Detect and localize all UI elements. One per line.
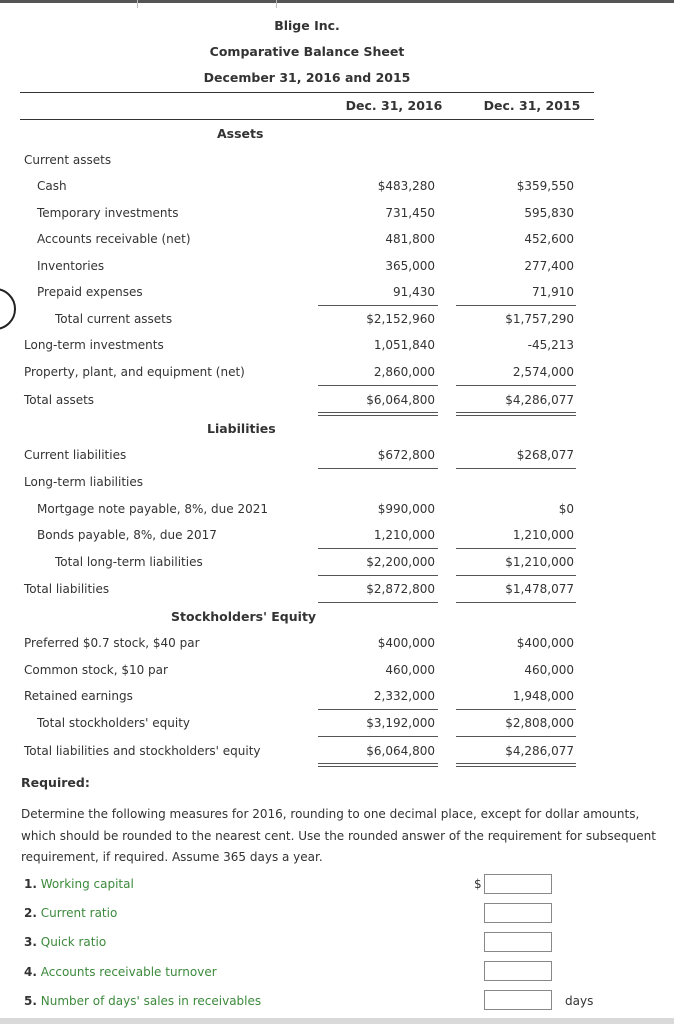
value-2016: 1,210,000 — [373, 528, 435, 542]
double-rule — [318, 412, 438, 413]
table-row — [0, 179, 674, 199]
row-label: Temporary investments — [37, 206, 179, 220]
header-rule-bottom — [20, 119, 594, 120]
value-2015: $4,286,077 — [505, 393, 574, 407]
row-label: Common stock, $10 par — [24, 663, 168, 677]
subtotal-rule — [318, 709, 438, 710]
value-2016: $990,000 — [377, 502, 435, 516]
required-heading: Required: — [21, 775, 90, 790]
value-2016: $672,800 — [377, 448, 435, 462]
double-rule — [318, 766, 438, 767]
value-2016: 91,430 — [393, 285, 435, 299]
value-2015: 2,574,000 — [512, 365, 574, 379]
row-label: Accounts receivable (net) — [37, 232, 191, 246]
subtotal-rule — [456, 575, 576, 576]
table-row — [0, 338, 674, 358]
row-label: Retained earnings — [24, 689, 133, 703]
value-2015: $1,210,000 — [505, 555, 574, 569]
value-2015: 595,830 — [524, 206, 574, 220]
row-label: Current assets — [24, 153, 112, 167]
instructions-text: Determine the following measures for 2016, rounding to one decimal place, except for dollar amounts, which should be rounded to the nearest cent. Use the rounded answer of the requirement for subsequent requirement, if required. Assume 365 days a year. — [21, 807, 656, 864]
value-2015: -45,213 — [527, 338, 574, 352]
row-label: Bonds payable, 8%, due 2017 — [37, 528, 217, 542]
requirement-number: 5. — [24, 994, 37, 1008]
table-row — [0, 744, 674, 764]
value-2016: 365,000 — [385, 259, 435, 273]
requirement-number: 1. — [24, 877, 37, 891]
row-label: Total liabilities and stockholders' equity — [24, 744, 261, 758]
row-label: Property, plant, and equipment (net) — [24, 365, 245, 379]
subtotal-rule — [456, 736, 576, 737]
ar-turnover-input[interactable] — [484, 961, 552, 981]
section-equity: Stockholders' Equity — [171, 609, 317, 624]
row-label: Prepaid expenses — [37, 285, 143, 299]
dollar-sign: $ — [474, 877, 482, 891]
table-row — [0, 475, 674, 495]
column-header-2015: Dec. 31, 2015 — [483, 98, 581, 113]
row-label: Total long-term liabilities — [55, 555, 203, 569]
statement-period: December 31, 2016 and 2015 — [203, 70, 411, 85]
subtotal-rule — [318, 305, 438, 306]
row-label: Cash — [37, 179, 67, 193]
requirement-item — [24, 877, 134, 891]
subtotal-rule — [456, 709, 576, 710]
requirement-item — [24, 994, 261, 1008]
bottom-bar — [0, 1018, 674, 1024]
requirement-label: Number of days' sales in receivables — [40, 994, 262, 1008]
value-2016: 460,000 — [385, 663, 435, 677]
value-2016: $400,000 — [377, 636, 435, 650]
section-assets: Assets — [217, 126, 264, 141]
requirement-item — [24, 906, 117, 920]
days-unit-label: days — [565, 994, 594, 1008]
double-rule — [318, 415, 438, 416]
requirement-label: Quick ratio — [40, 935, 107, 949]
table-row — [0, 689, 674, 709]
value-2015: 1,948,000 — [512, 689, 574, 703]
table-row — [0, 502, 674, 522]
table-row — [0, 206, 674, 226]
top-bar-tick — [137, 0, 138, 8]
value-2015: 460,000 — [524, 663, 574, 677]
subtotal-rule — [456, 602, 576, 603]
subtotal-rule — [318, 385, 438, 386]
row-label: Preferred $0.7 stock, $40 par — [24, 636, 200, 650]
subtotal-rule — [456, 468, 576, 469]
value-2016: 2,332,000 — [373, 689, 435, 703]
row-label: Mortgage note payable, 8%, due 2021 — [37, 502, 268, 516]
requirement-item — [24, 965, 217, 979]
row-label: Total stockholders' equity — [37, 716, 191, 730]
statement-title: Comparative Balance Sheet — [209, 44, 405, 59]
subtotal-rule — [456, 385, 576, 386]
current-ratio-input[interactable] — [484, 903, 552, 923]
table-row — [0, 312, 674, 332]
value-2016: 731,450 — [385, 206, 435, 220]
requirement-number: 2. — [24, 906, 37, 920]
value-2015: $1,757,290 — [505, 312, 574, 326]
table-row — [0, 555, 674, 575]
value-2016: $6,064,800 — [366, 744, 435, 758]
row-label: Inventories — [37, 259, 105, 273]
value-2015: $359,550 — [516, 179, 574, 193]
value-2016: 2,860,000 — [373, 365, 435, 379]
double-rule — [456, 766, 576, 767]
working-capital-input[interactable] — [484, 874, 552, 894]
top-bar-tick — [276, 0, 277, 8]
value-2015: 277,400 — [524, 259, 574, 273]
table-row — [0, 636, 674, 656]
value-2015: $0 — [558, 502, 574, 516]
subtotal-rule — [318, 548, 438, 549]
subtotal-rule — [318, 602, 438, 603]
value-2015: 71,910 — [532, 285, 574, 299]
requirement-number: 3. — [24, 935, 37, 949]
subtotal-rule — [318, 736, 438, 737]
subtotal-rule — [456, 548, 576, 549]
days-sales-receivables-input[interactable] — [484, 990, 552, 1010]
row-label: Total current assets — [55, 312, 173, 326]
row-label: Long-term investments — [24, 338, 164, 352]
requirement-number: 4. — [24, 965, 37, 979]
table-row — [0, 365, 674, 385]
value-2016: $2,872,800 — [366, 582, 435, 596]
requirement-label: Current ratio — [40, 906, 118, 920]
row-label: Current liabilities — [24, 448, 127, 462]
value-2015: 1,210,000 — [512, 528, 574, 542]
requirement-label: Working capital — [40, 877, 134, 891]
section-liabilities: Liabilities — [207, 421, 276, 436]
value-2016: $6,064,800 — [366, 393, 435, 407]
value-2016: $483,280 — [377, 179, 435, 193]
value-2016: 1,051,840 — [373, 338, 435, 352]
table-row — [0, 232, 674, 252]
value-2015: $2,808,000 — [505, 716, 574, 730]
row-label: Total assets — [24, 393, 95, 407]
value-2015: $4,286,077 — [505, 744, 574, 758]
column-header-2016: Dec. 31, 2016 — [345, 98, 443, 113]
table-row — [0, 582, 674, 602]
row-label: Total liabilities — [24, 582, 110, 596]
table-row — [0, 259, 674, 279]
table-row — [0, 528, 674, 548]
top-bar — [0, 0, 674, 3]
subtotal-rule — [318, 575, 438, 576]
value-2015: 452,600 — [524, 232, 574, 246]
double-rule — [456, 415, 576, 416]
value-2016: 481,800 — [385, 232, 435, 246]
requirement-label: Accounts receivable turnover — [40, 965, 217, 979]
value-2016: $2,152,960 — [366, 312, 435, 326]
table-row — [0, 448, 674, 468]
table-row — [0, 716, 674, 736]
subtotal-rule — [318, 468, 438, 469]
value-2015: $268,077 — [516, 448, 574, 462]
table-row — [0, 663, 674, 683]
double-rule — [318, 763, 438, 764]
double-rule — [456, 412, 576, 413]
table-row — [0, 285, 674, 305]
quick-ratio-input[interactable] — [484, 932, 552, 952]
value-2016: $3,192,000 — [366, 716, 435, 730]
value-2016: $2,200,000 — [366, 555, 435, 569]
value-2015: $1,478,077 — [505, 582, 574, 596]
subtotal-rule — [456, 305, 576, 306]
requirement-item — [24, 935, 106, 949]
header-rule-top — [20, 92, 594, 93]
value-2015: $400,000 — [516, 636, 574, 650]
double-rule — [456, 763, 576, 764]
table-row — [0, 153, 674, 173]
row-label: Long-term liabilities — [24, 475, 143, 489]
company-name: Blige Inc. — [274, 18, 340, 33]
table-row — [0, 393, 674, 413]
